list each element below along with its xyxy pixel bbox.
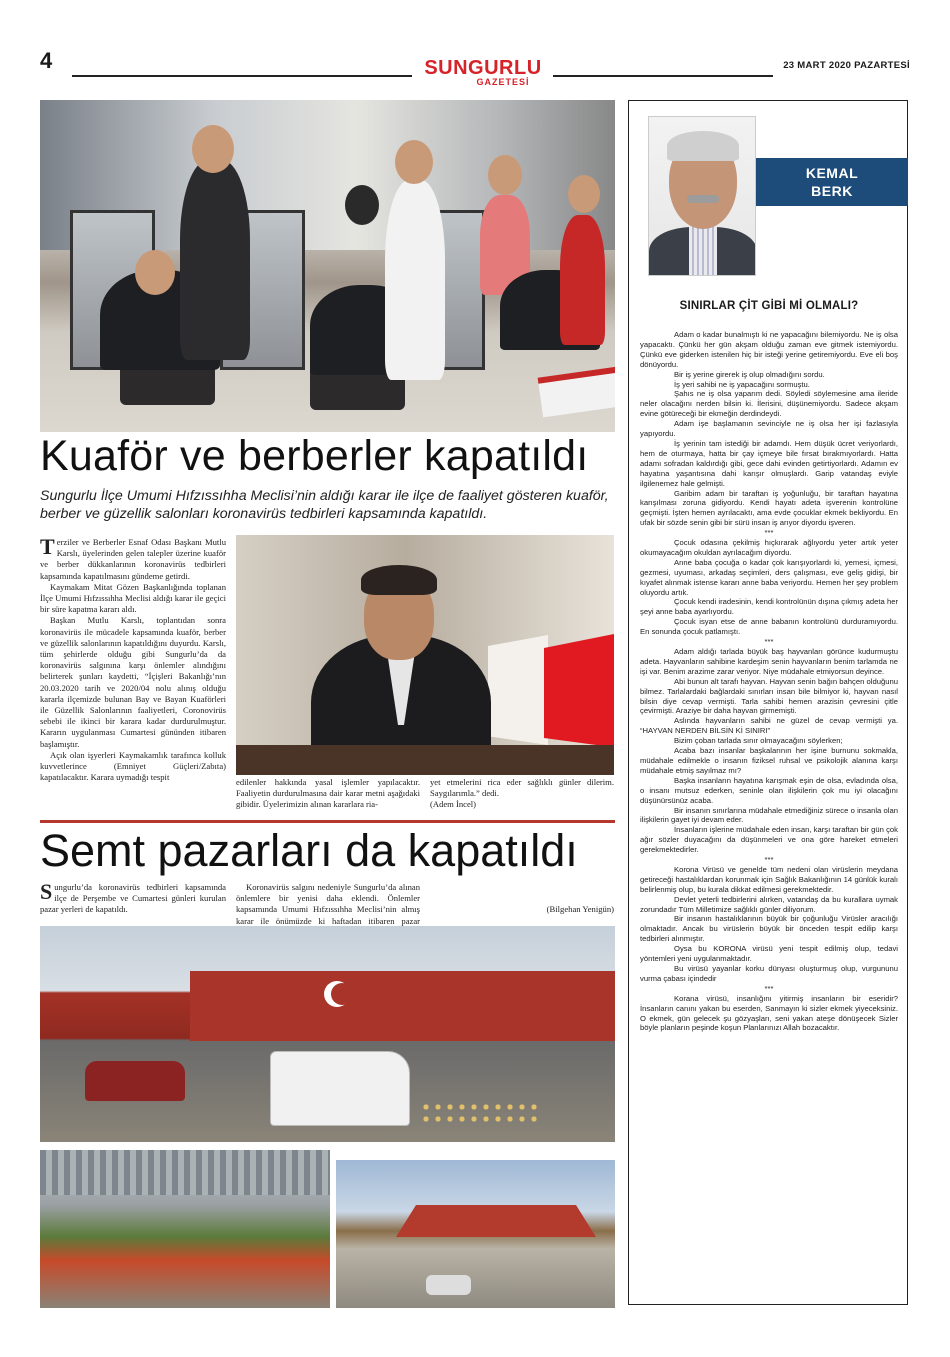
paragraph: Bizim çoban tarlada sınır olmayacağını söylerken; [674,736,843,746]
paragraph: Oysa bu KORONA virüsü yeni tespit edilmiş olup, tedavi yöntemleri yeni uygulanmaktadır. [640,944,898,964]
paragraph: Çocuk odasına çekilmiş hıçkırarak ağlıyordu yeter artık yeter okumayacağım okuldan ayrılacağım diyordu. [640,538,898,557]
author-first-name: KEMAL [805,165,859,181]
paragraph: edilenler hakkında yasal işlemler yapılacaktır. Faaliyetin durdurulmasına dair karar metni aşağıdaki gibidir. Üyelerimizin alınan kararlara ria- [236,777,420,810]
section-separator: *** [764,528,774,538]
paragraph: Bu virüsü yayanlar korku dünyası oluşturmuş olup, vurgununu vurma çabası içindedir [640,964,898,983]
byline: (Bilgehan Yenigün) [546,904,614,914]
column-title: SINIRLAR ÇİT GİBİ Mİ OLMALI? [679,300,859,312]
paragraph: İş yerinin tam istediği bir adamdı. Hem düşük ücret veriyorlardı, hem de oturmaya, hatta bir çay içmeye bile fırsat bırakmıyorlardı. Hatta adamı sofradan kaldırdığı gibi, gece dahi evinden getirtiyorlardı. Adamın ev hayatına yaşantısına dahi karışır olmuşlardı. Garip vatandaş eviyle ilgilenemez hale gelmişti. [640,438,898,488]
paragraph: Çocuk kendi iradesinin, kendi kontrolünün dışına çıkmış adeta her şeyi anne baba ayarlıyordu. [640,597,898,617]
paragraph: Devlet yeterli tedbirlerini alırken, vatandaş da bu kurallara uymak zorundadır Tüm Milletimize sağlıklı günler diliyorum. [640,894,898,914]
author-photo [648,116,756,276]
official-portrait-photo [236,535,614,775]
issue-date: 23 MART 2020 PAZARTESİ [783,60,910,71]
article-headline: Kuaför ve berberler kapatıldı [40,432,589,480]
paragraph: İnsanların işlerine müdahale eden insan, karşı taraftan bir gün çok ağır sözler duyacağını da düşünmeleri ve ona göre hareket etmeleri gerekmektedirler. [640,825,898,855]
paragraph: Garibim adam bir taraftan iş yoğunluğu, bir taraftan hayatına karışılması zoruna gidiyordu. Kendi hayatı adeta işverenin kontrolüne geçmişti. İşten hemen ayrılacaktı, ama evde çocuklar ekmek bekliyordu. En ufak bir sözde senin gibi bir sürü insan iş arıyor diyordu işveren. [640,488,898,528]
paragraph: Bir iş yerine girerek iş olup olmadığını sordu. [674,369,825,379]
market-photo-empty [336,1160,615,1308]
paragraph: Koronavirüs salgını nedeniyle Sungurlu’da alınan önlemlere bir yenisi daha eklendi. Önlemler kapsamında Umumi Hıfzıssıhha Meclisi’nin almış karar ile önümüzde ki haftadan itibaren pazar [236,882,420,926]
paragraph: Terziler ve Berberler Esnaf Odası Başkanı Mutlu Karslı, üyelerinden gelen talepler üzerine kuaför ve berber dükkanlarının koronavirüs tedbirleri kapsamında kapatılmasını gündeme getirdi. [40,534,226,581]
paragraph: Korana virüsü, insanlığını yitirmiş insanların bir eseridir? İnsanların canını yakan bu eserden, Sanmayın ki sizler ekmek yiyeceksiniz. O ekmek, gün gelecek şu gözyaşları, seni yakan ateşe dönüşecek Sizler böyle planların peşinde koşun Planlarınızı Allah bozacaktır. [640,993,898,1033]
header-rule-left [72,75,412,77]
paragraph: Sungurlu’da koronavirüs tedbirleri kapsamında ilçe de Perşembe ve Cumartesi günleri kurulan pazar yerleri de kapatıldı. [40,879,226,915]
barber-shop-photo [40,100,615,432]
paragraph: Başkan Mutlu Karslı, toplantıdan sonra koronavirüs ile mücadele kapsamında kuaför, berber ve güzellik salonlarının kapatıldığını duyurdu. Karslı, tüm şehirlerde olduğu gibi Sungurlu’da da koronavirüs salgınına karşı önlemler alındığını belirterek şunları kaydetti, “İçişleri Bakanlığı’nın 20.03.2020 tarih ve 2020/04 nolu alınış olduğu kararla ilçemizde bulunan Bay ve Bayan Kuaförleri ile Güzellik Salonlarının faaliyetleri, Coronovirüs sebebi ile ikinci bir karara kadar durdurulmuştur. Kararın uygulanması Cumartesi gününden itibaren başlamıştır. [40,615,226,749]
paragraph: Başka insanların hayatına karışmak eşin de olsa, evladında olsa, o insanı mutsuz ederken, seninle olan ilişkilerin çok mu iyi olacağını düşünürsünüz acaba. [640,775,898,805]
article-column-1 [40,534,226,783]
market-photo-main [40,926,615,1142]
header-rule-right [553,75,773,77]
logo-sub: GAZETESİ [476,77,530,87]
section-separator: *** [764,983,774,993]
article-subhead: Sungurlu İlçe Umumi Hıfzıssıhha Meclisi’nin aldığı karar ile ilçe de faaliyet gösteren kuaför, berber ve güzellik salonları koronavirüs tedbirleri kapsamında kapatıldı. [40,488,609,522]
article2-column-1 [40,879,226,916]
logo-main: SUNGURLU [424,57,542,79]
market-photo-stalls [40,1150,330,1308]
drop-cap: T [40,534,55,559]
paragraph: Acaba bazı insanlar başkalarının her işine burnunu sokmakla, müdahale edilmekle o insanın fiziksel ruhsal ve psikolojik alanına karşı müdahale etmiş sayılmaz mı? [640,746,898,775]
author-last-name: BERK [811,183,853,199]
article2-column-3 [430,904,614,915]
paragraph: Korona Virüsü ve genelde tüm nedeni olan virüslerin meydana getireceği hastalıklardan korunmak için Sağlık Bakanlığının 14 günlük kuralı belirlenmiş olup, bu kurala dikkat edilmesi gerekmektedir. [640,864,898,894]
article-column-2 [236,777,420,811]
paragraph: Çocuk isyan etse de anne babanın kontrolünü durduramıyordu. En sonunda çocuk patlamıştı. [640,617,898,637]
paragraph: Kaymakam Mitat Gözen Başkanlığında toplanan İlçe Umumi Hıfzıssıhha Meclisi aldığı karar ile geçici bir süre kapatma kararı aldı. [40,581,226,615]
drop-cap: S [40,879,53,904]
paragraph: Adam işe başlamanın sevinciyle ne iş olsa her işi fazlasıyla yapıyordu. [640,419,898,439]
paragraph: yet etmelerini rica eder sağlıklı günler dilerim. Saygılarımla.” dedi. [430,777,614,799]
paragraph: Abi bunun alt tarafı hayvan. Hayvan senin bağın bahçen olduğunu bilmez. Tarlalardaki bağlardaki sınırları insan bile bilmiyor ki, hayvan nasıl bilsin diye cevap vermişti. Tarla sahibi hemen arazisin çevresini çitle çevirmişti. Araziye bir daha hayvan girmemişti. [640,676,898,716]
article-column-3 [430,777,614,811]
article-headline-2: Semt pazarları da kapatıldı [40,825,578,876]
section-separator: *** [764,855,774,865]
section-separator: *** [764,637,774,647]
byline: (Adem İncel) [430,799,477,810]
paragraph: Adam aldığı tarlada büyük baş hayvanları görünce kudurmuştu adeta. Hayvanların sahibine kardeşim senin hayvanların benim tarlamda ne işi var. Benim arazime zarar veriyor. Niye müdahale etmiyorsun deyince. [640,647,898,676]
paragraph: Açık olan işyerleri Kaymakamlık tarafınca kolluk kuvvetlerince (Emniyet Güçleri/Zabıta) kapatılacaktır. Karara uymadığı tespit [40,749,226,783]
newspaper-logo [418,58,548,87]
paragraph: İş yeri sahibi ne iş yapacağını sormuştu. [674,379,810,389]
paragraph: Bir insanın sınırlarına müdahale etmediğiniz sürece o insanla olan ilişkilerin gayet iyi devam eder. [640,805,898,825]
page-number: 4 [40,48,53,73]
paragraph: Bir insanın hastalıklarının büyük bir çoğunluğu Virüsler aracılığı olmaktadır. Ancak bu virüslerin büyük bir önceden tespit edilip karşı tedbirleri alınmıştır. [640,914,898,944]
column-body [640,330,898,1033]
paragraph: Şahıs ne iş olsa yaparım dedi. Söyledi söylemesine ama ileride neler olacağını nerden bilsin ki. İlerisini, düşünemiyordu. Sadece akşam evine götüreceği bir ekmeğin derdindeydi. [640,389,898,419]
author-name-box [756,158,908,206]
paragraph: Anne baba çocuğa o kadar çok karışıyorlardı ki, yemesi, içmesi, gezmesi, uyuması, arkadaş seçimleri, ders çalışması, eve geliş gidişi, bir kıyafet alınmak istense kararı anne baba veriyordu. Hemen her şey problem oluyordu artık. [640,557,898,597]
section-divider [40,820,615,823]
paragraph: Aslında hayvanların sahibi ne güzel de cevap vermişti ya. “HAYVAN NERDEN BİLSİN Kİ SINIRI” [640,716,898,736]
paragraph: Adam o kadar bunalmıştı ki ne yapacağını bilemiyordu. Ne iş olsa yapacaktı. Çünkü her gün akşam olduğu zaman eve gitmek istemiyordu. Çünkü eve giderken istenilen hiç bir isteği yerine getiremiyordu. Eve eli boş dönüyordu. [640,330,898,369]
